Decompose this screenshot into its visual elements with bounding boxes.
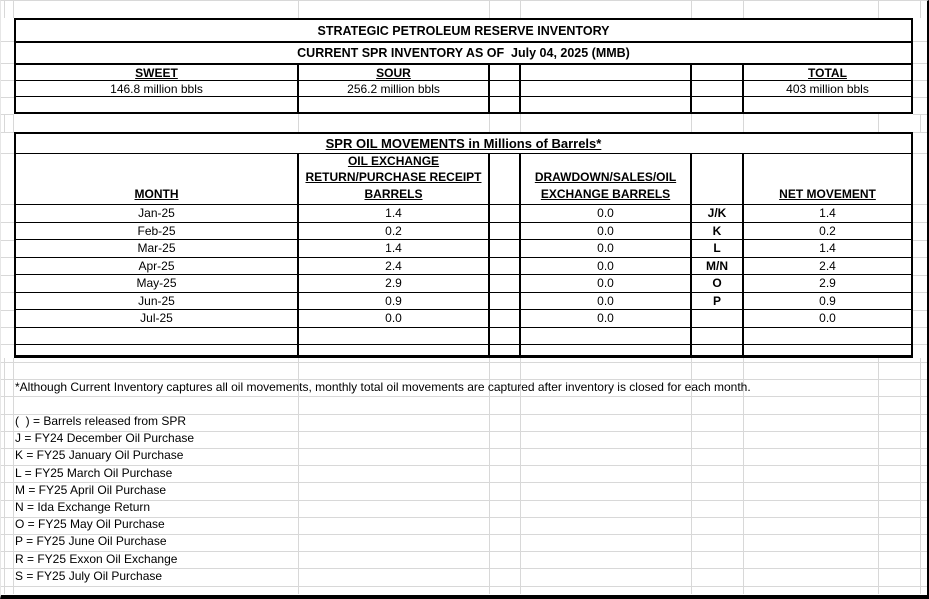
month-cell: May-25 (16, 275, 299, 293)
drawdown-header: DRAWDOWN/SALES/OIL EXCHANGE BARRELS (521, 154, 692, 205)
spacer-cell (490, 81, 521, 97)
net-header: NET MOVEMENT (744, 154, 911, 205)
spacer-cell (490, 223, 521, 241)
spacer-cell (490, 328, 521, 345)
inventory-table (14, 18, 913, 114)
code-cell (692, 310, 744, 328)
code-cell: M/N (692, 258, 744, 276)
spacer-header-cell (490, 154, 521, 205)
receipt-cell: 2.4 (299, 258, 490, 276)
receipt-cell: 1.4 (299, 240, 490, 258)
code-cell: L (692, 240, 744, 258)
net-cell: 0.0 (744, 310, 911, 328)
receipt-cell: 0.0 (299, 310, 490, 328)
spacer-cell (744, 345, 911, 357)
legend-item: N = Ida Exchange Return (15, 499, 151, 514)
drawdown-cell: 0.0 (521, 258, 692, 276)
legend-item: R = FY25 Exxon Oil Exchange (15, 551, 178, 566)
spacer-cell (490, 65, 521, 81)
net-cell: 0.2 (744, 223, 911, 241)
receipt-cell: 1.4 (299, 205, 490, 223)
receipt-cell: 2.9 (299, 275, 490, 293)
receipt-cell: 0.9 (299, 293, 490, 311)
receipt-cell: 0.2 (299, 223, 490, 241)
spacer-cell (299, 345, 490, 357)
legend-item: J = FY24 December Oil Purchase (15, 431, 195, 446)
spacer-cell (490, 205, 521, 223)
movements-table (14, 132, 913, 358)
net-cell: 2.9 (744, 275, 911, 293)
sour-value: 256.2 million bbls (299, 81, 490, 97)
code-cell: O (692, 275, 744, 293)
spacer-cell (521, 345, 692, 357)
inventory-title: STRATEGIC PETROLEUM RESERVE INVENTORY (16, 20, 911, 43)
code-cell: J/K (692, 205, 744, 223)
spacer-cell (744, 328, 911, 345)
spacer-cell (692, 345, 744, 357)
sour-header: SOUR (299, 65, 490, 81)
spacer-cell (521, 97, 692, 112)
legend-item: L = FY25 March Oil Purchase (15, 465, 173, 480)
month-cell: Mar-25 (16, 240, 299, 258)
drawdown-cell: 0.0 (521, 275, 692, 293)
legend (15, 413, 194, 585)
legend-item: M = FY25 April Oil Purchase (15, 482, 167, 497)
month-cell: Jan-25 (16, 205, 299, 223)
spacer-cell (521, 81, 692, 97)
month-cell: Feb-25 (16, 223, 299, 241)
spacer-cell (299, 328, 490, 345)
footnote-text: *Although Current Inventory captures all oil movements, monthly total oil movements are captured after inventory is closed for each month. (15, 380, 751, 394)
receipt-header: OIL EXCHANGE RETURN/PURCHASE RECEIPT BARRELS (299, 154, 490, 205)
month-header: MONTH (16, 154, 299, 205)
spacer-cell (16, 97, 299, 112)
spacer-cell (16, 345, 299, 357)
spacer-cell (692, 97, 744, 112)
spacer-cell (490, 310, 521, 328)
spacer-cell (490, 275, 521, 293)
spacer-cell (692, 65, 744, 81)
sweet-header: SWEET (16, 65, 299, 81)
legend-item: ( ) = Barrels released from SPR (15, 414, 187, 428)
inventory-subtitle: CURRENT SPR INVENTORY AS OF July 04, 2025 (MMB) (16, 43, 911, 65)
code-cell: P (692, 293, 744, 311)
net-cell: 1.4 (744, 240, 911, 258)
spacer-cell (490, 293, 521, 311)
net-cell: 2.4 (744, 258, 911, 276)
drawdown-cell: 0.0 (521, 240, 692, 258)
sweet-value: 146.8 million bbls (16, 81, 299, 97)
spacer-cell (521, 328, 692, 345)
code-cell: K (692, 223, 744, 241)
spacer-cell (299, 97, 490, 112)
legend-item: S = FY25 July Oil Purchase (15, 568, 163, 583)
drawdown-cell: 0.0 (521, 223, 692, 241)
spacer-cell (692, 81, 744, 97)
drawdown-cell: 0.0 (521, 310, 692, 328)
spacer-cell (692, 328, 744, 345)
month-cell: Jun-25 (16, 293, 299, 311)
spacer-cell (490, 258, 521, 276)
drawdown-cell: 0.0 (521, 293, 692, 311)
total-value: 403 million bbls (744, 81, 911, 97)
spacer-cell (744, 97, 911, 112)
net-cell: 1.4 (744, 205, 911, 223)
spacer-cell (490, 240, 521, 258)
total-header: TOTAL (744, 65, 911, 81)
code-header-cell (692, 154, 744, 205)
drawdown-cell: 0.0 (521, 205, 692, 223)
spacer-cell (521, 65, 692, 81)
spacer-cell (16, 328, 299, 345)
month-cell: Jul-25 (16, 310, 299, 328)
net-cell: 0.9 (744, 293, 911, 311)
spacer-cell (490, 97, 521, 112)
legend-item: O = FY25 May Oil Purchase (15, 517, 165, 532)
spacer-cell (490, 345, 521, 357)
legend-item: K = FY25 January Oil Purchase (15, 448, 184, 463)
movements-title: SPR OIL MOVEMENTS in Millions of Barrels* (16, 134, 911, 154)
month-cell: Apr-25 (16, 258, 299, 276)
legend-item: P = FY25 June Oil Purchase (15, 534, 167, 549)
